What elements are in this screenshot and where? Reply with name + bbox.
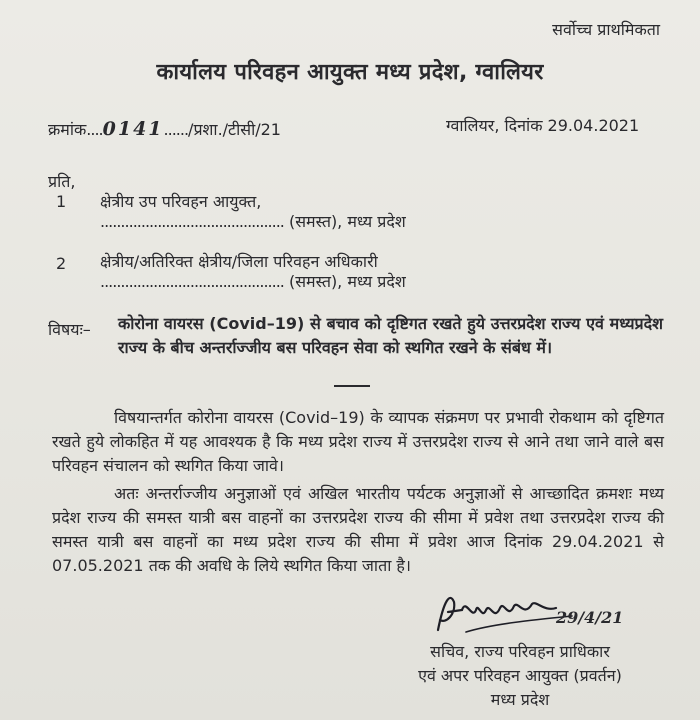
body-paragraph: अतः अन्तर्राज्जीय अनुज्ञाओं एवं अखिल भारतीय पर्यटक अनुज्ञाओं से आच्छादित क्रमशः मध्य प्रदेश राज्य की समस्त यात्री बस वाहनों का उत्तरप्रदेश राज्य की सीमा में प्रवेश तथा उत्तरप्रदेश राज्य की समस्त यात्री बस वाहनों का मध्य प्रदेश राज्य की सीमा में प्रवेश आज दिनांक 29.04.2021 से 07.05.2021 तक की अवधि के लिये स्थगित किया जाता है। [52, 484, 664, 575]
designation-line: मध्य प्रदेश [490, 690, 550, 709]
subject-label: विषयः– [48, 320, 91, 339]
recipient-title: क्षेत्रीय/अतिरिक्त क्षेत्रीय/जिला परिवहन अधिकारी [100, 252, 378, 271]
reference-prefix: क्रमांक [48, 120, 87, 139]
signature-date: 29/4/21 [556, 608, 624, 627]
reference-handwritten-number: 0141 [102, 118, 164, 140]
divider [334, 385, 370, 387]
designation-line: एवं अपर परिवहन आयुक्त (प्रवर्तन) [418, 666, 622, 685]
recipient-number: 2 [56, 254, 67, 273]
office-title: कार्यालय परिवहन आयुक्त मध्य प्रदेश, ग्वालियर [156, 60, 544, 85]
designation-line: सचिव, राज्य परिवहन प्राधिकार [430, 642, 610, 661]
body-paragraph: विषयान्तर्गत कोरोना वायरस (Covid–19) के व्यापक संक्रमण पर प्रभावी रोकथाम को दृष्टिगत रखते हुये लोकहित में यह आवश्यक है कि मध्य प्रदेश राज्य में उत्तरप्रदेश राज्य से आने तथा जाने वाले बस परिवहन संचालन को स्थगित किया जावे। [52, 408, 664, 475]
recipient-number: 1 [56, 192, 67, 211]
place-date: ग्वालियर, दिनांक 29.04.2021 [446, 116, 640, 135]
reference-number: क्रमांक....0141....../प्रशा./टीसी/21 [48, 118, 281, 140]
priority-label: सर्वोच्च प्राथमिकता [552, 20, 660, 39]
recipient-title: क्षेत्रीय उप परिवहन आयुक्त, [100, 192, 262, 211]
subject-text: कोरोना वायरस (Covid–19) से बचाव को दृष्टिगत रखते हुये उत्तरप्रदेश राज्य एवं मध्यप्रदेश राज्य के बीच अन्तर्राज्जीय बस परिवहन सेवा को स्थगित रखने के संबंध में। [118, 314, 663, 357]
reference-suffix: /प्रशा./टीसी/21 [188, 120, 281, 139]
recipient-location: ............................................. (समस्त), मध्य प्रदेश [100, 272, 406, 291]
recipient-location: ............................................. (समस्त), मध्य प्रदेश [100, 212, 406, 231]
to-label: प्रति, [48, 172, 76, 191]
